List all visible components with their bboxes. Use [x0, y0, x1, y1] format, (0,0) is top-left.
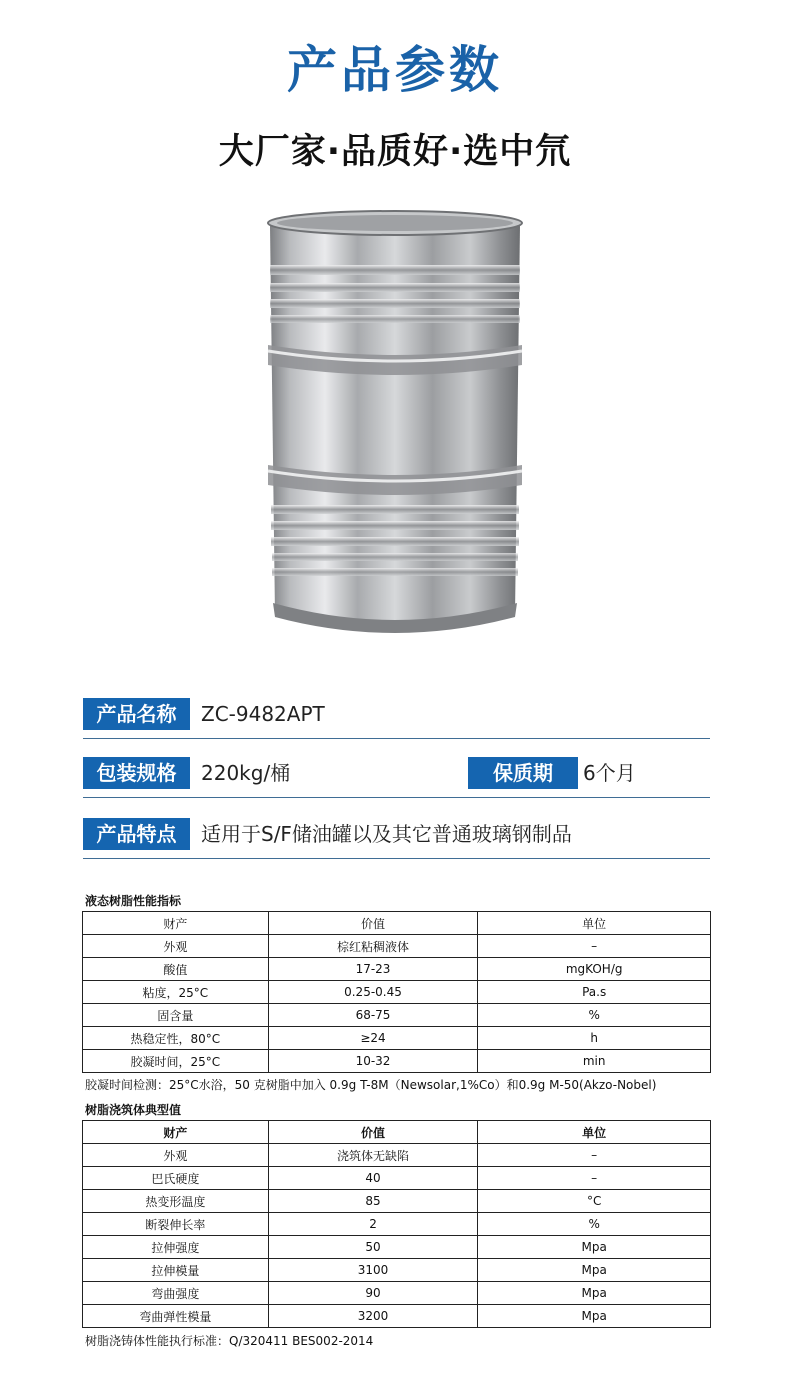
- unit-cell: h: [478, 1027, 711, 1050]
- slogan: 大厂家·品质好·选中氘: [218, 132, 572, 172]
- unit-cell: °C: [478, 1190, 711, 1213]
- table-row: [83, 1027, 711, 1050]
- value-cell: ≥24: [268, 1027, 478, 1050]
- feature-value: 适用于S/F储油罐以及其它普通玻璃钢制品: [201, 822, 572, 846]
- property-cell: 弯曲弹性模量: [83, 1305, 269, 1328]
- property-cell: 热变形温度: [83, 1190, 269, 1213]
- name-value: ZC-9482APT: [201, 702, 325, 726]
- header-cell: 财产: [83, 912, 269, 935]
- property-cell: 外观: [83, 935, 269, 958]
- value-cell: 68-75: [268, 1004, 478, 1027]
- value-cell: 10-32: [268, 1050, 478, 1073]
- unit-cell: –: [478, 935, 711, 958]
- page-title: 产品参数: [287, 41, 503, 99]
- value-cell: 17-23: [268, 958, 478, 981]
- table-row: [83, 1190, 711, 1213]
- casting-table: [82, 1120, 711, 1328]
- header-cell: 价值: [268, 1121, 478, 1144]
- header-cell: 单位: [478, 1121, 711, 1144]
- value-cell: 2: [268, 1213, 478, 1236]
- value-cell: 3200: [268, 1305, 478, 1328]
- unit-cell: Mpa: [478, 1259, 711, 1282]
- unit-cell: Mpa: [478, 1305, 711, 1328]
- table-row: [83, 1213, 711, 1236]
- unit-cell: mgKOH/g: [478, 958, 711, 981]
- liquid-table-title: 液态树脂性能指标: [85, 894, 182, 908]
- value-cell: 50: [268, 1236, 478, 1259]
- table-row: [83, 1050, 711, 1073]
- value-cell: 90: [268, 1282, 478, 1305]
- value-cell: 85: [268, 1190, 478, 1213]
- header-cell: 价值: [268, 912, 478, 935]
- table-row: [83, 1282, 711, 1305]
- table-row: [83, 1259, 711, 1282]
- standard-note: 树脂浇铸体性能执行标准：Q/320411 BES002-2014: [85, 1334, 374, 1348]
- property-cell: 胶凝时间，25°C: [83, 1050, 269, 1073]
- value-cell: 0.25-0.45: [268, 981, 478, 1004]
- package-value: 220kg/桶: [201, 761, 291, 785]
- feature-tag: 产品特点: [83, 818, 190, 850]
- name-tag: 产品名称: [83, 698, 190, 730]
- property-cell: 巴氏硬度: [83, 1167, 269, 1190]
- property-cell: 粘度，25°C: [83, 981, 269, 1004]
- property-cell: 固含量: [83, 1004, 269, 1027]
- table-row: [83, 958, 711, 981]
- unit-cell: min: [478, 1050, 711, 1073]
- liquid-resin-table: [82, 911, 711, 1073]
- info-row-package: [83, 757, 710, 798]
- unit-cell: %: [478, 1004, 711, 1027]
- table-row: [83, 1167, 711, 1190]
- value-cell: 40: [268, 1167, 478, 1190]
- gel-time-note: 胶凝时间检测：25°C水浴，50 克树脂中加入 0.9g T-8M（Newsolar,1%Co）和0.9g M-50(Akzo-Nobel): [85, 1078, 657, 1092]
- table-row: [83, 1236, 711, 1259]
- unit-cell: –: [478, 1144, 711, 1167]
- info-row-name: [83, 698, 710, 739]
- table-row: [83, 1144, 711, 1167]
- steel-drum-image: [265, 205, 525, 650]
- property-cell: 外观: [83, 1144, 269, 1167]
- value-cell: 浇筑体无缺陷: [268, 1144, 478, 1167]
- unit-cell: Mpa: [478, 1282, 711, 1305]
- table-header-row: [83, 912, 711, 935]
- casting-table-title: 树脂浇筑体典型值: [85, 1103, 182, 1117]
- table-row: [83, 1305, 711, 1328]
- table-row: [83, 935, 711, 958]
- header-cell: 单位: [478, 912, 711, 935]
- property-cell: 酸值: [83, 958, 269, 981]
- header-cell: 财产: [83, 1121, 269, 1144]
- table-header-row: [83, 1121, 711, 1144]
- info-row-feature: [83, 818, 710, 859]
- table-row: [83, 1004, 711, 1027]
- value-cell: 3100: [268, 1259, 478, 1282]
- property-cell: 热稳定性，80°C: [83, 1027, 269, 1050]
- unit-cell: Mpa: [478, 1236, 711, 1259]
- property-cell: 弯曲强度: [83, 1282, 269, 1305]
- package-tag: 包装规格: [83, 757, 190, 789]
- table-row: [83, 981, 711, 1004]
- shelf-life-value: 6个月: [583, 761, 636, 785]
- unit-cell: %: [478, 1213, 711, 1236]
- shelf-life-tag: 保质期: [468, 757, 578, 789]
- value-cell: 棕红粘稠液体: [268, 935, 478, 958]
- property-cell: 拉伸强度: [83, 1236, 269, 1259]
- property-cell: 拉伸模量: [83, 1259, 269, 1282]
- unit-cell: –: [478, 1167, 711, 1190]
- unit-cell: Pa.s: [478, 981, 711, 1004]
- property-cell: 断裂伸长率: [83, 1213, 269, 1236]
